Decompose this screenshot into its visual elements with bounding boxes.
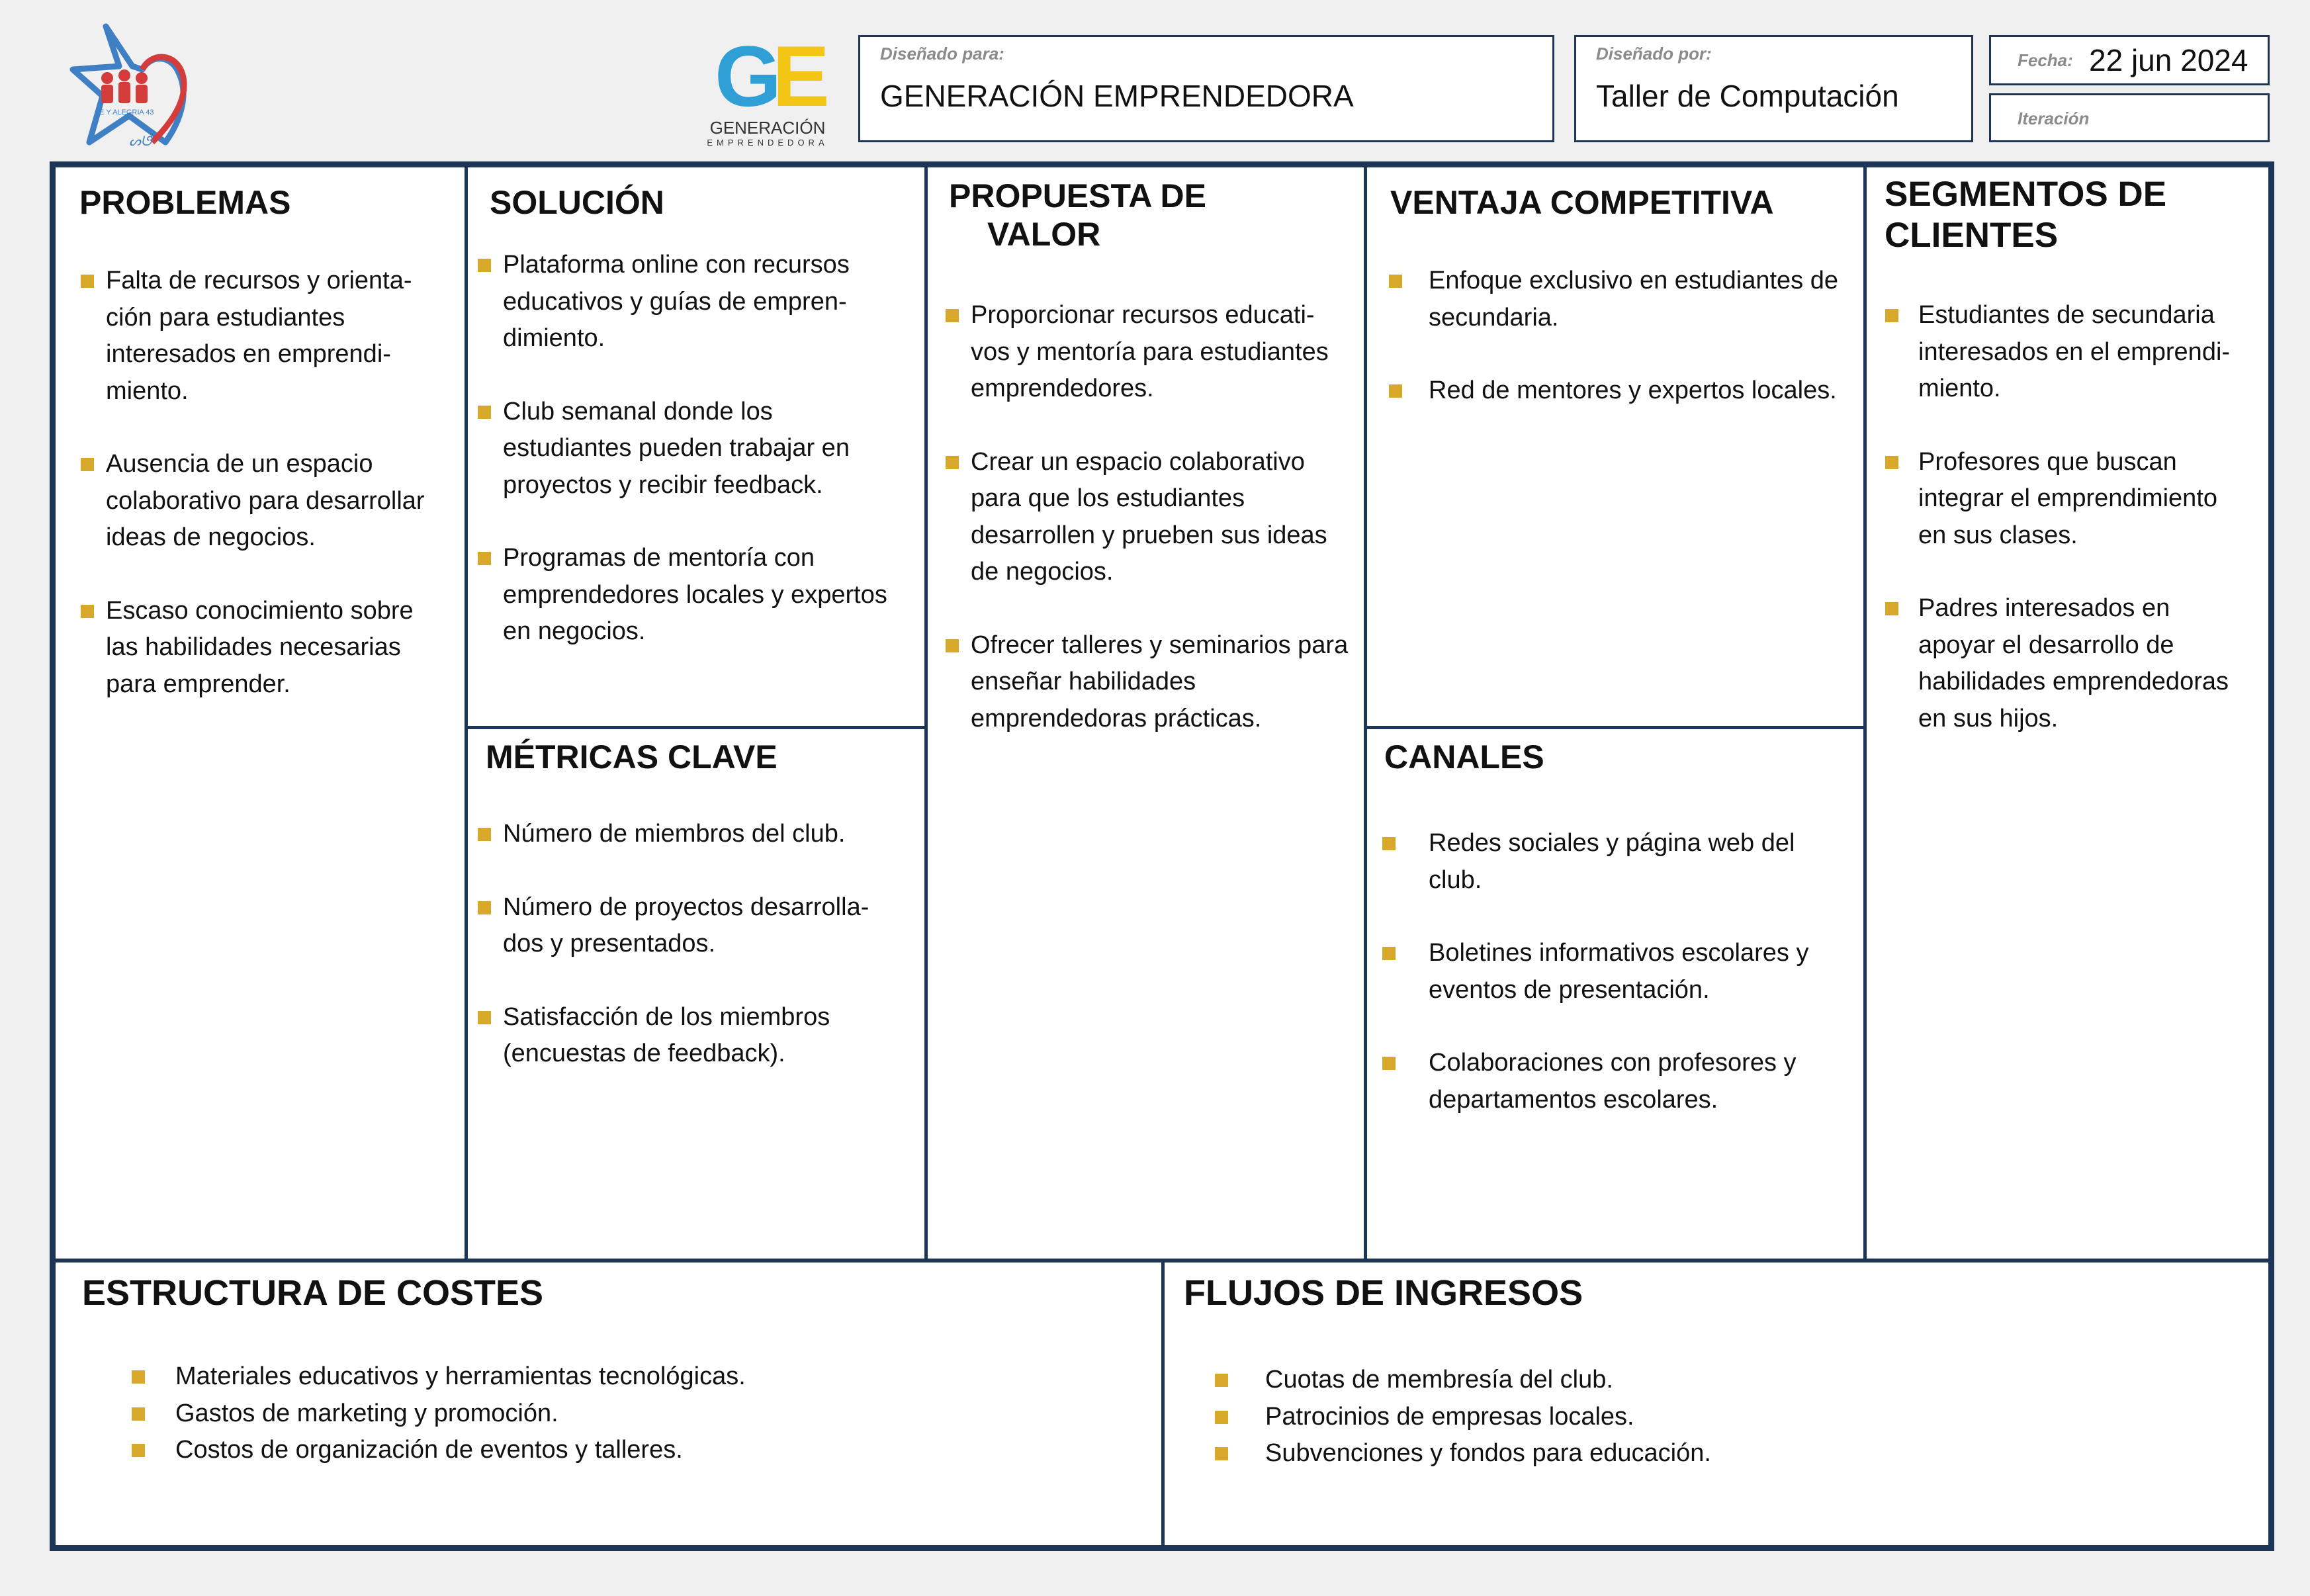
list-item: Patrocinios de empresas locales. xyxy=(1215,1399,2207,1436)
designed-for-label: Diseñado para: xyxy=(880,44,1004,64)
costes-list xyxy=(132,1358,1124,1469)
designed-for-value: GENERACIÓN EMPRENDEDORA xyxy=(880,79,1354,113)
solucion-list xyxy=(478,247,901,687)
divider xyxy=(924,167,928,1259)
problemas-list xyxy=(81,263,448,739)
list-item: Proporcionar recursos educati-vos y mentoría para estudiantes emprendedores. xyxy=(946,297,1349,408)
list-item: Subvenciones y fondos para educación. xyxy=(1215,1435,2207,1472)
fe-y-alegria-logo xyxy=(66,20,192,152)
list-item: Cuotas de membresía del club. xyxy=(1215,1362,2207,1399)
list-item: Materiales educativos y herramientas tecnológicas. xyxy=(132,1358,1124,1396)
star-heart-logo-icon xyxy=(66,20,192,152)
segmentos-title-line2: CLIENTES xyxy=(1885,216,2059,255)
list-item: Crear un espacio colaborativo para que los estudiantes desarrollen y prueben sus ideas de negocios. xyxy=(946,444,1349,591)
divider xyxy=(1364,726,1867,729)
svg-text:ᔕᘎ: ᔕᘎ xyxy=(129,134,152,149)
list-item: Colaboraciones con profesores y departamentos escolares. xyxy=(1382,1045,1845,1118)
list-item: Enfoque exclusivo en estudiantes de secundaria. xyxy=(1389,263,1845,336)
date-label: Fecha: xyxy=(2018,50,2073,70)
propuesta-title xyxy=(949,177,1206,253)
divider xyxy=(1364,167,1367,1259)
list-item: Costos de organización de eventos y talleres. xyxy=(132,1432,1124,1469)
generacion-emprendedora-logo xyxy=(701,28,834,148)
ventaja-title: VENTAJA COMPETITIVA xyxy=(1390,184,1774,221)
designed-by-value: Taller de Computación xyxy=(1596,79,1899,113)
list-item: Profesores que buscan integrar el emprendimiento en sus clases. xyxy=(1885,444,2249,554)
list-item: Satisfacción de los miembros (encuestas de feedback). xyxy=(478,999,901,1073)
list-item: Número de miembros del club. xyxy=(478,816,901,853)
lean-canvas xyxy=(50,161,2274,1551)
list-item: Programas de mentoría con emprendedores locales y expertos en negocios. xyxy=(478,540,901,650)
list-item: Número de proyectos desarrolla-dos y presentados. xyxy=(478,889,901,963)
list-item: Ofrecer talleres y seminarios para enseñar habilidades emprendedoras prácticas. xyxy=(946,627,1349,738)
problemas-title: PROBLEMAS xyxy=(79,184,291,221)
list-item: Club semanal donde los estudiantes pueden trabajar en proyectos y recibir feedback. xyxy=(478,394,901,504)
ingresos-list xyxy=(1215,1362,2207,1472)
date-value: 22 jun 2024 xyxy=(2089,43,2248,77)
designed-by-box[interactable] xyxy=(1574,35,1973,142)
iteration-label: Iteración xyxy=(2018,109,2090,128)
ventaja-list xyxy=(1389,263,1845,446)
list-item: Estudiantes de secundaria interesados en el emprendi-miento. xyxy=(1885,297,2249,408)
divider xyxy=(465,726,928,729)
canales-list xyxy=(1382,825,1845,1155)
costes-title: ESTRUCTURA DE COSTES xyxy=(82,1273,544,1313)
metricas-list xyxy=(478,816,901,1109)
list-item: Boletines informativos escolares y eventos de presentación. xyxy=(1382,935,1845,1008)
ingresos-title: FLUJOS DE INGRESOS xyxy=(1184,1273,1583,1313)
segmentos-title xyxy=(1885,174,2166,256)
date-box[interactable] xyxy=(1989,35,2270,85)
divider xyxy=(465,167,468,1259)
segmentos-title-line1: SEGMENTOS DE xyxy=(1885,175,2167,214)
list-item: Escaso conocimiento sobre las habilidades necesarias para emprender. xyxy=(81,593,448,703)
list-item: Red de mentores y expertos locales. xyxy=(1389,373,1845,410)
propuesta-title-line2: VALOR xyxy=(987,216,1101,253)
divider xyxy=(1161,1259,1165,1545)
canales-title: CANALES xyxy=(1384,738,1544,776)
metricas-title: MÉTRICAS CLAVE xyxy=(486,738,777,776)
list-item: Falta de recursos y orienta-ción para estudiantes interesados en emprendi-miento. xyxy=(81,263,448,410)
ge-logo-icon: GE xyxy=(715,28,821,124)
logo-left-text: FE Y ALEGRIA 43 xyxy=(95,109,154,116)
list-item: Padres interesados en apoyar el desarrollo de habilidades emprendedoras en sus hijos. xyxy=(1885,590,2249,737)
ge-logo-line1: GENERACIÓN xyxy=(709,118,826,138)
designed-for-box[interactable] xyxy=(858,35,1554,142)
solucion-title: SOLUCIÓN xyxy=(490,184,664,221)
list-item: Plataforma online con recursos educativos y guías de empren-dimiento. xyxy=(478,247,901,357)
ge-logo-line2: EMPRENDEDORA xyxy=(707,138,828,148)
divider xyxy=(1863,167,1867,1259)
propuesta-title-line1: PROPUESTA DE xyxy=(949,177,1206,214)
list-item: Gastos de marketing y promoción. xyxy=(132,1396,1124,1433)
segmentos-list xyxy=(1885,297,2249,774)
propuesta-list xyxy=(946,297,1349,774)
iteration-box[interactable] xyxy=(1989,93,2270,142)
list-item: Ausencia de un espacio colaborativo para desarrollar ideas de negocios. xyxy=(81,446,448,556)
list-item: Redes sociales y página web del club. xyxy=(1382,825,1845,899)
designed-by-label: Diseñado por: xyxy=(1596,44,1712,64)
